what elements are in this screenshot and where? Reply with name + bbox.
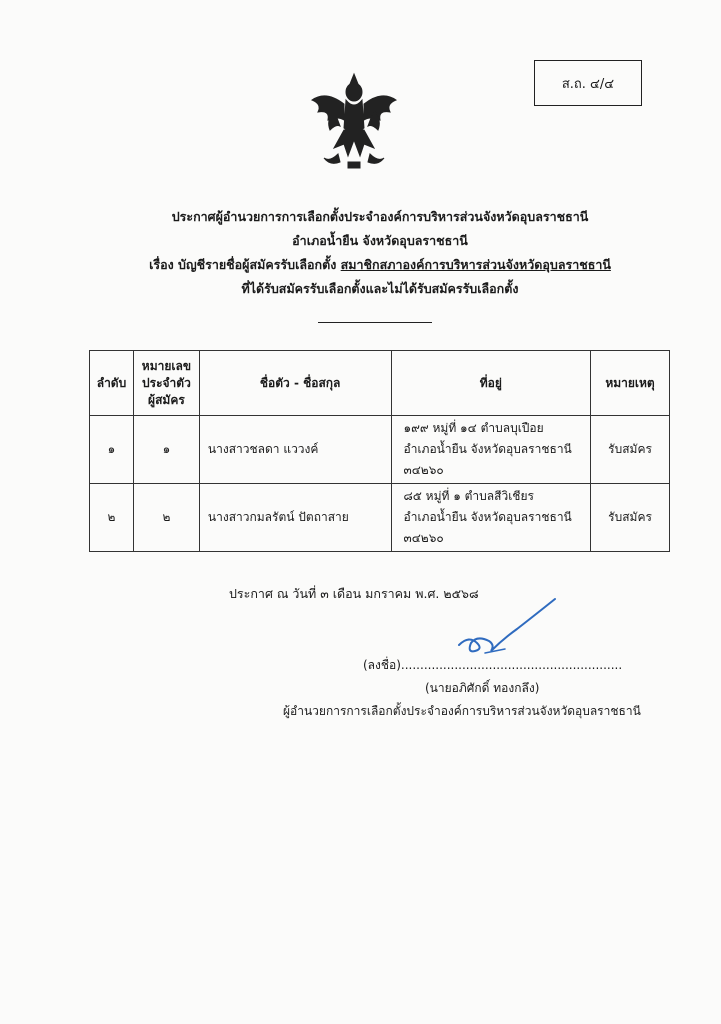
cell-no: ๒	[90, 484, 134, 552]
header-number-line-3: ผู้สมัคร	[148, 392, 185, 407]
form-code: ส.ถ. ๔/๔	[561, 76, 615, 92]
header-address: ที่อยู่	[391, 351, 591, 416]
address-line-2: อำเภอน้ำยืน จังหวัดอุบลราชธานี	[403, 510, 572, 524]
cell-remark: รับสมัคร	[591, 484, 670, 552]
garuda-emblem-icon	[304, 70, 404, 174]
table-row	[90, 416, 670, 484]
header-name: ชื่อตัว - ชื่อสกุล	[199, 351, 391, 416]
heading-line-1: ประกาศผู้อำนวยการการเลือกตั้งประจำองค์การบริหารส่วนจังหวัดอุบลราชธานี	[171, 209, 589, 224]
announce-date: ประกาศ ณ วันที่ ๓ เดือน มกราคม พ.ศ. ๒๕๖๘	[229, 586, 479, 601]
signer-name: (นายอภิศักดิ์ ทองกลึง)	[425, 681, 540, 695]
address-line-1: ๑๙๙ หมู่ที่ ๑๔ ตำบลบุเปือย	[403, 421, 544, 435]
address-line-3: ๓๔๒๖๐	[403, 463, 444, 477]
cell-number: ๑	[133, 416, 199, 484]
address-line-1: ๘๕ หมู่ที่ ๑ ตำบลสีวิเชียร	[403, 489, 534, 503]
header-number-line-1: หมายเลข	[141, 358, 192, 373]
header-remark: หมายเหตุ	[591, 351, 670, 416]
cell-address	[391, 416, 591, 484]
signature-line: (ลงชื่อ)..........................................................	[363, 658, 623, 672]
handwritten-signature	[455, 595, 560, 657]
address-line-2: อำเภอน้ำยืน จังหวัดอุบลราชธานี	[403, 442, 572, 456]
header-number-line-2: ประจำตัว	[142, 375, 191, 390]
heading-line-3	[90, 253, 670, 277]
cell-no: ๑	[90, 416, 134, 484]
header-no: ลำดับ	[90, 351, 134, 416]
candidate-table	[89, 350, 670, 552]
table-row	[90, 484, 670, 552]
heading-line-2: อำเภอน้ำยืน จังหวัดอุบลราชธานี	[292, 233, 468, 248]
header-number	[133, 351, 199, 416]
heading-line-4: ที่ได้รับสมัครรับเลือกตั้งและไม่ได้รับสมัครรับเลือกตั้ง	[241, 281, 519, 296]
form-code-box	[534, 60, 642, 106]
cell-remark: รับสมัคร	[591, 416, 670, 484]
heading	[90, 205, 670, 301]
cell-name: นางสาวกมลรัตน์ ปัตถาสาย	[199, 484, 391, 552]
cell-name: นางสาวชลดา แววงค์	[199, 416, 391, 484]
heading-line-3-underlined: สมาชิกสภาองค์การบริหารส่วนจังหวัดอุบลราชธานี	[340, 257, 611, 272]
heading-divider	[318, 322, 432, 323]
signer-position: ผู้อำนวยการการเลือกตั้งประจำองค์การบริหารส่วนจังหวัดอุบลราชธานี	[283, 704, 641, 718]
table-header-row	[90, 351, 670, 416]
cell-address	[391, 484, 591, 552]
heading-line-3-prefix: เรื่อง บัญชีรายชื่อผู้สมัครรับเลือกตั้ง	[149, 257, 337, 272]
address-line-3: ๓๔๒๖๐	[403, 531, 444, 545]
cell-number: ๒	[133, 484, 199, 552]
